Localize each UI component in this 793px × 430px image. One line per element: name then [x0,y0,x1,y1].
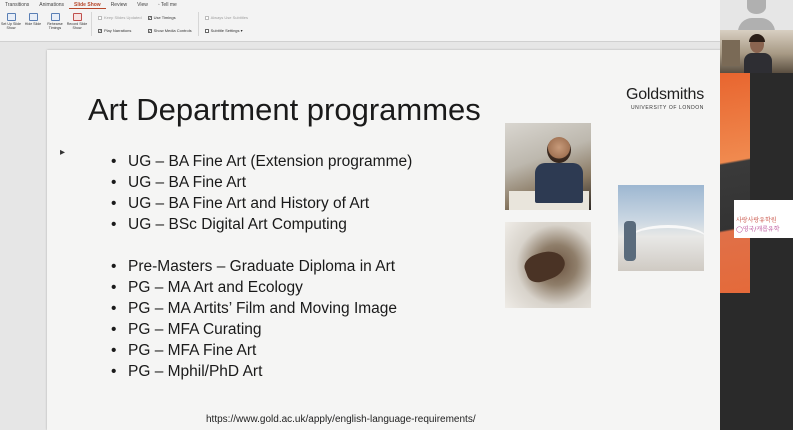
slide-editor [0,42,720,430]
participant-tile-camera[interactable] [720,30,793,73]
hide-slide-label: Hide Slide [24,22,42,26]
use-timings-option[interactable] [148,14,192,21]
photo-figure [624,221,636,261]
photo-figure-head [547,137,571,163]
photo-sculpture [521,246,568,286]
set-up-slide-show-button[interactable] [0,11,22,37]
avatar-icon [747,0,766,14]
play-narrations-option[interactable] [98,27,142,34]
participant-tile-no-video[interactable] [720,0,793,30]
rehearse-timings-button[interactable] [44,11,66,37]
ribbon-tabs [0,0,182,9]
photo-figure-body [535,163,583,203]
sculpture-photo[interactable] [505,222,591,308]
subtitle-settings-label: Subtitle Settings ▾ [210,28,243,33]
list-item: • UG – BSc Digital Art Computing [111,214,451,235]
list-spacer [111,235,451,256]
setup-slideshow-icon [7,13,16,21]
lightbulb-icon: ◦ [157,2,161,8]
rehearse-icon [51,13,60,21]
checkbox-checked[interactable]: ✓ [148,28,152,33]
tab-transitions[interactable]: Transitions [5,2,30,8]
tab-tell-me[interactable] [153,0,182,9]
list-item: • UG – BA Fine Art [111,172,451,193]
list-item: • PG – MFA Curating [111,319,451,340]
hide-slide-icon [29,13,38,21]
ribbon-divider [198,12,199,36]
record-icon [73,13,82,21]
show-media-controls-label: Show Media Controls [153,28,192,33]
slide-title[interactable]: Art Department programmes [88,92,481,127]
ribbon-divider [91,12,92,36]
keep-slides-updated-label: Keep Slides Updated [104,15,142,20]
camera-person-body [744,53,772,73]
list-item: • PG – MFA Fine Art [111,340,451,361]
subtitle-icon [205,29,209,33]
camera-background [722,40,740,66]
tell-me-label: Tell me [160,2,177,8]
list-item: • UG – BA Fine Art (Extension programme) [111,151,451,172]
options-column-2 [145,11,195,37]
checkbox-checked[interactable]: ✓ [148,15,152,20]
subtitle-settings-dropdown[interactable] [205,27,248,34]
agency-label-line2: ◯영국/캐롭유학 [736,226,780,233]
ribbon-groups [0,11,251,39]
goldsmiths-logo [604,86,704,111]
mouse-cursor-icon: ▸ [60,147,66,158]
tab-review[interactable]: Review [110,2,128,8]
slide-canvas[interactable] [47,50,722,430]
avatar-body [738,18,775,30]
bullet-list[interactable] [111,151,451,382]
presenter-slide-thumbnail [720,73,750,293]
record-slide-show-button[interactable] [66,11,88,37]
rehearse-timings-label: Rehearse Timings [47,22,63,30]
requirements-url[interactable]: https://www.gold.ac.uk/apply/english-language-requirements/ [206,414,476,425]
tab-animations[interactable]: Animations [39,2,65,8]
gallery-installation-photo[interactable] [618,185,704,271]
logo-subtitle: UNIVERSITY OF LONDON [630,105,704,111]
agency-label-line1: 사랑사랑유학원 [736,217,777,224]
options-column-1 [95,11,145,37]
tab-slide-show[interactable]: Slide Show [69,0,106,9]
checkbox-checked[interactable]: ✓ [99,28,102,33]
list-item: • UG – BA Fine Art and History of Art [111,193,451,214]
always-use-subtitles-option [205,14,248,21]
tab-view[interactable]: View [137,2,148,8]
options-column-3 [202,11,251,37]
camera-person-hair [749,34,765,42]
list-item: • PG – MA Artits’ Film and Moving Image [111,298,451,319]
logo-name: Goldsmiths [625,86,704,103]
always-use-subtitles-label: Always Use Subtitles [210,15,248,20]
show-media-controls-option[interactable] [148,27,192,34]
hide-slide-button[interactable] [22,11,44,37]
photo-arch [628,225,704,255]
record-slide-show-label: Record Slide Show [66,22,88,30]
list-item: • PG – Mphil/PhD Art [111,361,451,382]
ribbon [0,0,720,42]
checkbox-unchecked [98,16,102,20]
play-narrations-label: Play Narrations [104,28,132,33]
use-timings-label: Use Timings [153,15,176,20]
student-drawing-photo[interactable] [505,123,591,210]
set-up-slide-show-label: Set Up Slide Show [1,22,21,30]
list-item: • PG – MA Art and Ecology [111,277,451,298]
checkbox-unchecked [205,16,209,20]
keep-slides-updated-option [98,14,142,21]
list-item: • Pre-Masters – Graduate Diploma in Art [111,256,451,277]
